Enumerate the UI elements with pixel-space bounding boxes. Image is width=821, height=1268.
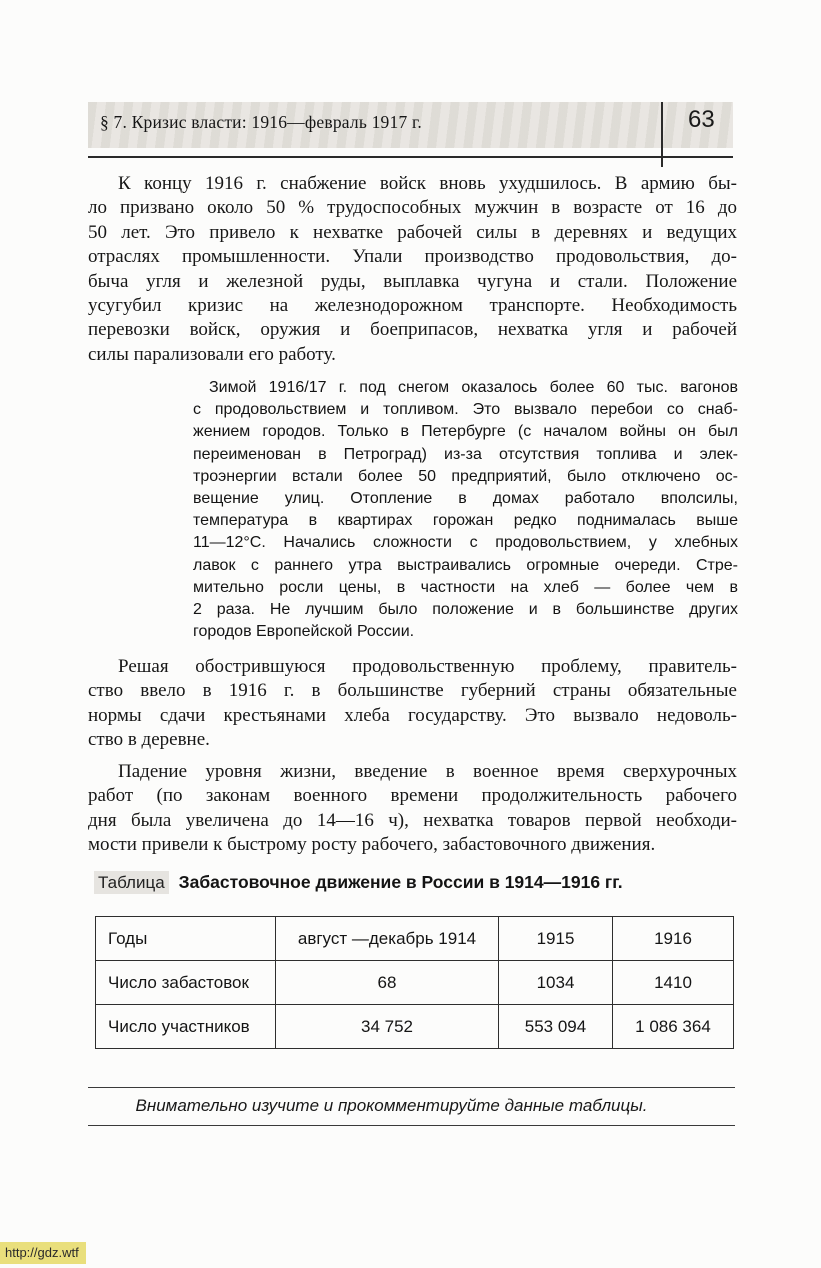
text-line: Падение уровня жизни, введение в военное время сверхурочных — [118, 761, 737, 782]
text-line: усугубил кризис на железнодорожном транспорте. Необходимость — [88, 295, 737, 317]
table-cell: 1034 — [499, 961, 613, 1005]
paragraph-food-problem — [88, 655, 737, 753]
text-line: Зимой 1916/17 г. под снегом оказалось более 60 тыс. вагонов — [209, 379, 738, 396]
table-caption-title: Забастовочное движение в России в 1914—1916 гг. — [178, 872, 623, 892]
text-line: отраслях промышленности. Упали производство продовольствия, до- — [88, 246, 737, 268]
table-cell: 68 — [276, 961, 499, 1005]
text-line: быча угля и железной руды, выплавка чугуна и стали. Положение — [88, 270, 737, 292]
header-horizontal-rule — [88, 156, 733, 158]
text-line: мительно росли цены, в частности на хлеб — более чем в — [193, 578, 738, 596]
table-cell: Годы — [96, 917, 276, 961]
text-line: с продовольствием и топливом. Это вызвало перебои со снаб- — [193, 401, 738, 419]
inset-small-print-winter-1916 — [193, 377, 738, 643]
text-line: 2 раза. Не лучшим было положение и в большинстве других — [193, 601, 738, 619]
text-line: вещение улиц. Отопление в домах работало вполсилы, — [193, 490, 738, 508]
strikes-table — [95, 916, 734, 1049]
text-line: 50 лет. Это привело к нехватке рабочей силы в деревнях и ведущих — [88, 221, 737, 243]
text-line: лавок с раннего утра выстраивались огромные очереди. Стре- — [193, 556, 738, 574]
table-cell: 1915 — [499, 917, 613, 961]
table-caption-label: Таблица — [94, 871, 169, 894]
table-cell: Число забастовок — [96, 961, 276, 1005]
text-line: температура в квартирах горожан редко поднималась выше — [193, 512, 738, 530]
text-line: перевозки войск, оружия и боеприпасов, нехватка угля и рабочей — [88, 319, 737, 341]
text-line: работ (по законам военного времени продолжительность рабочего — [88, 785, 737, 807]
text-line: нормы сдачи крестьянами хлеба государству. Это вызвало недоволь- — [88, 704, 737, 726]
watermark-url: http://gdz.wtf — [0, 1242, 86, 1264]
text-line: ло призвано около 50 % трудоспособных мужчин в возрасте от 16 до — [88, 197, 737, 219]
paragraph-strike-movement — [88, 760, 737, 858]
text-line: жением городов. Только в Петербурге (с началом войны он был — [193, 423, 738, 441]
text-line: Решая обострившуюся продовольственную проблему, правитель- — [118, 656, 737, 677]
table-cell: 1916 — [613, 917, 734, 961]
instruction-text: Внимательно изучите и прокомментируйте данные таблицы. — [135, 1096, 648, 1115]
section-title: § 7. Кризис власти: 1916—февраль 1917 г. — [100, 112, 422, 132]
instruction-strip — [88, 1087, 735, 1126]
page-number: 63 — [688, 106, 715, 133]
text-line: дня была увеличена до 14—16 ч), нехватка товаров первой необходи- — [88, 809, 737, 831]
table-row-years — [96, 917, 734, 961]
text-line: городов Европейской России. — [193, 623, 415, 641]
table-row-strike-count — [96, 961, 734, 1005]
page-header-band — [88, 102, 733, 148]
table-caption — [94, 872, 737, 893]
table-cell: 1410 — [613, 961, 734, 1005]
text-line: силы парализовали его работу. — [88, 343, 336, 365]
text-line: К концу 1916 г. снабжение войск вновь ухудшилось. В армию бы- — [118, 173, 737, 194]
text-line: ство ввело в 1916 г. в большинстве губерний страны обязательные — [88, 680, 737, 702]
table-row-participants — [96, 1005, 734, 1049]
text-line: ство в деревне. — [88, 729, 210, 751]
text-line: переименован в Петроград) из-за отсутствия топлива и элек- — [193, 445, 738, 463]
table-cell: 1 086 364 — [613, 1005, 734, 1049]
table-cell: Число участников — [96, 1005, 276, 1049]
text-line: троэнергии встали более 50 предприятий, было отключено ос- — [193, 467, 738, 485]
table-cell: август —декабрь 1914 — [276, 917, 499, 961]
table-cell: 553 094 — [499, 1005, 613, 1049]
text-line: 11—12°С. Начались сложности с продовольствием, у хлебных — [193, 534, 738, 552]
table-cell: 34 752 — [276, 1005, 499, 1049]
paragraph-supply-crisis — [88, 172, 737, 367]
text-line: мости привели к быстрому росту рабочего, забастовочного движения. — [88, 834, 656, 856]
